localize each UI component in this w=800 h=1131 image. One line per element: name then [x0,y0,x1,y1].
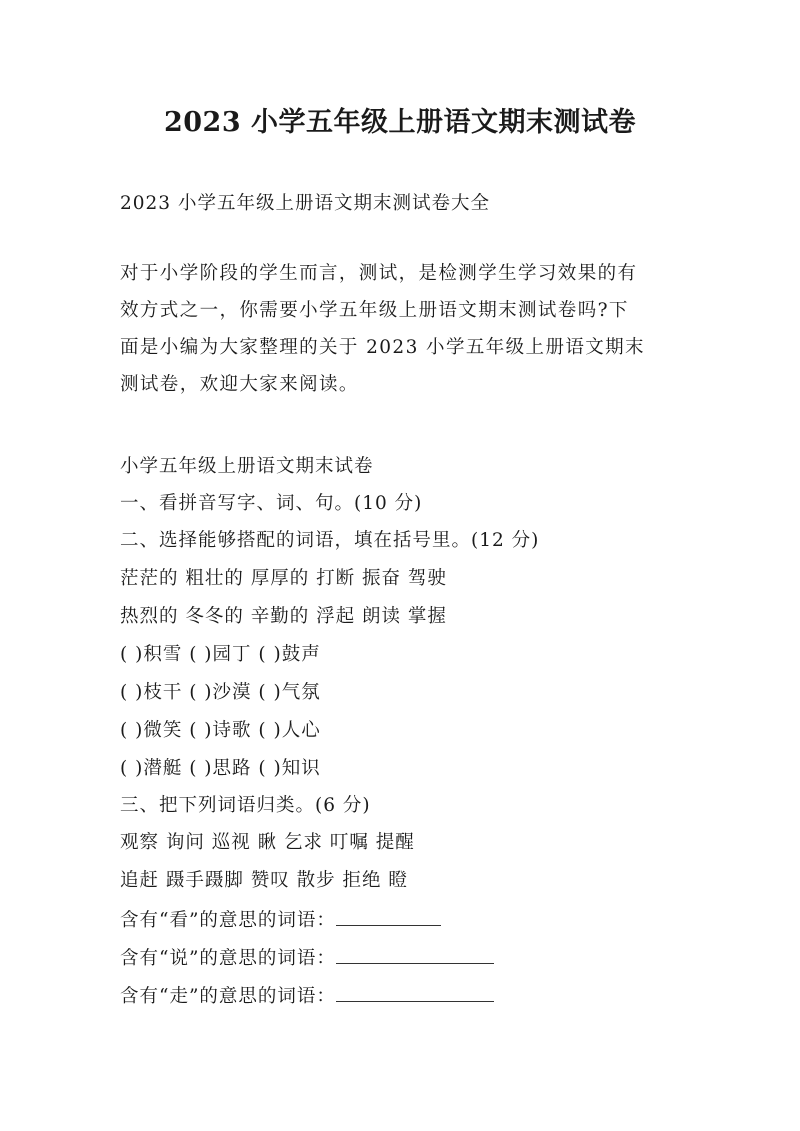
subtitle: 2023 小学五年级上册语文期末测试卷大全 [120,193,490,214]
question-1: 一、看拼音写字、词、句。(10 分) [120,493,423,514]
question-3: 三、把下列词语归类。(6 分) [120,795,371,816]
walk-answer-blank[interactable] [336,986,494,1002]
question-2-words: 茫茫的 粗壮的 厚厚的 打断 振奋 驾驶 [120,568,447,589]
look-answer-blank[interactable] [336,910,441,926]
question-3-words: 追赶 蹑手蹑脚 赞叹 散步 拒绝 瞪 [120,870,408,891]
intro-paragraph [120,255,685,403]
question-2-pair-row: ( )积雪 ( )园丁 ( )鼓声 [120,644,321,665]
look-answer-line [120,910,441,931]
walk-answer-line [120,986,494,1007]
walk-answer-label: 含有“走”的意思的词语： [120,986,336,1007]
intro-line: 效方式之一，你需要小学五年级上册语文期末测试卷吗?下 [120,300,629,321]
question-2: 二、选择能够搭配的词语，填在括号里。(12 分) [120,530,540,551]
question-2-pair-row: ( )潜艇 ( )思路 ( )知识 [120,758,321,779]
question-2-pair-row: ( )微笑 ( )诗歌 ( )人心 [120,720,321,741]
say-answer-line [120,948,494,969]
document-title: 2023 小学五年级上册语文期末测试卷 [163,107,637,138]
question-2-pair-row: ( )枝干 ( )沙漠 ( )气氛 [120,682,321,703]
intro-line: 面是小编为大家整理的关于 2023 小学五年级上册语文期末 [120,337,645,358]
intro-line: 对于小学阶段的学生而言，测试，是检测学生学习效果的有 [120,263,638,284]
question-3-words: 观察 询问 巡视 瞅 乞求 叮嘱 提醒 [120,832,415,853]
say-answer-blank[interactable] [336,948,494,964]
intro-line: 测试卷，欢迎大家来阅读。 [120,374,359,395]
look-answer-label: 含有“看”的意思的词语： [120,910,336,931]
question-2-words: 热烈的 冬冬的 辛勤的 浮起 朗读 掌握 [120,606,447,627]
say-answer-label: 含有“说”的意思的词语： [120,948,336,969]
exam-heading: 小学五年级上册语文期末试卷 [120,456,374,477]
